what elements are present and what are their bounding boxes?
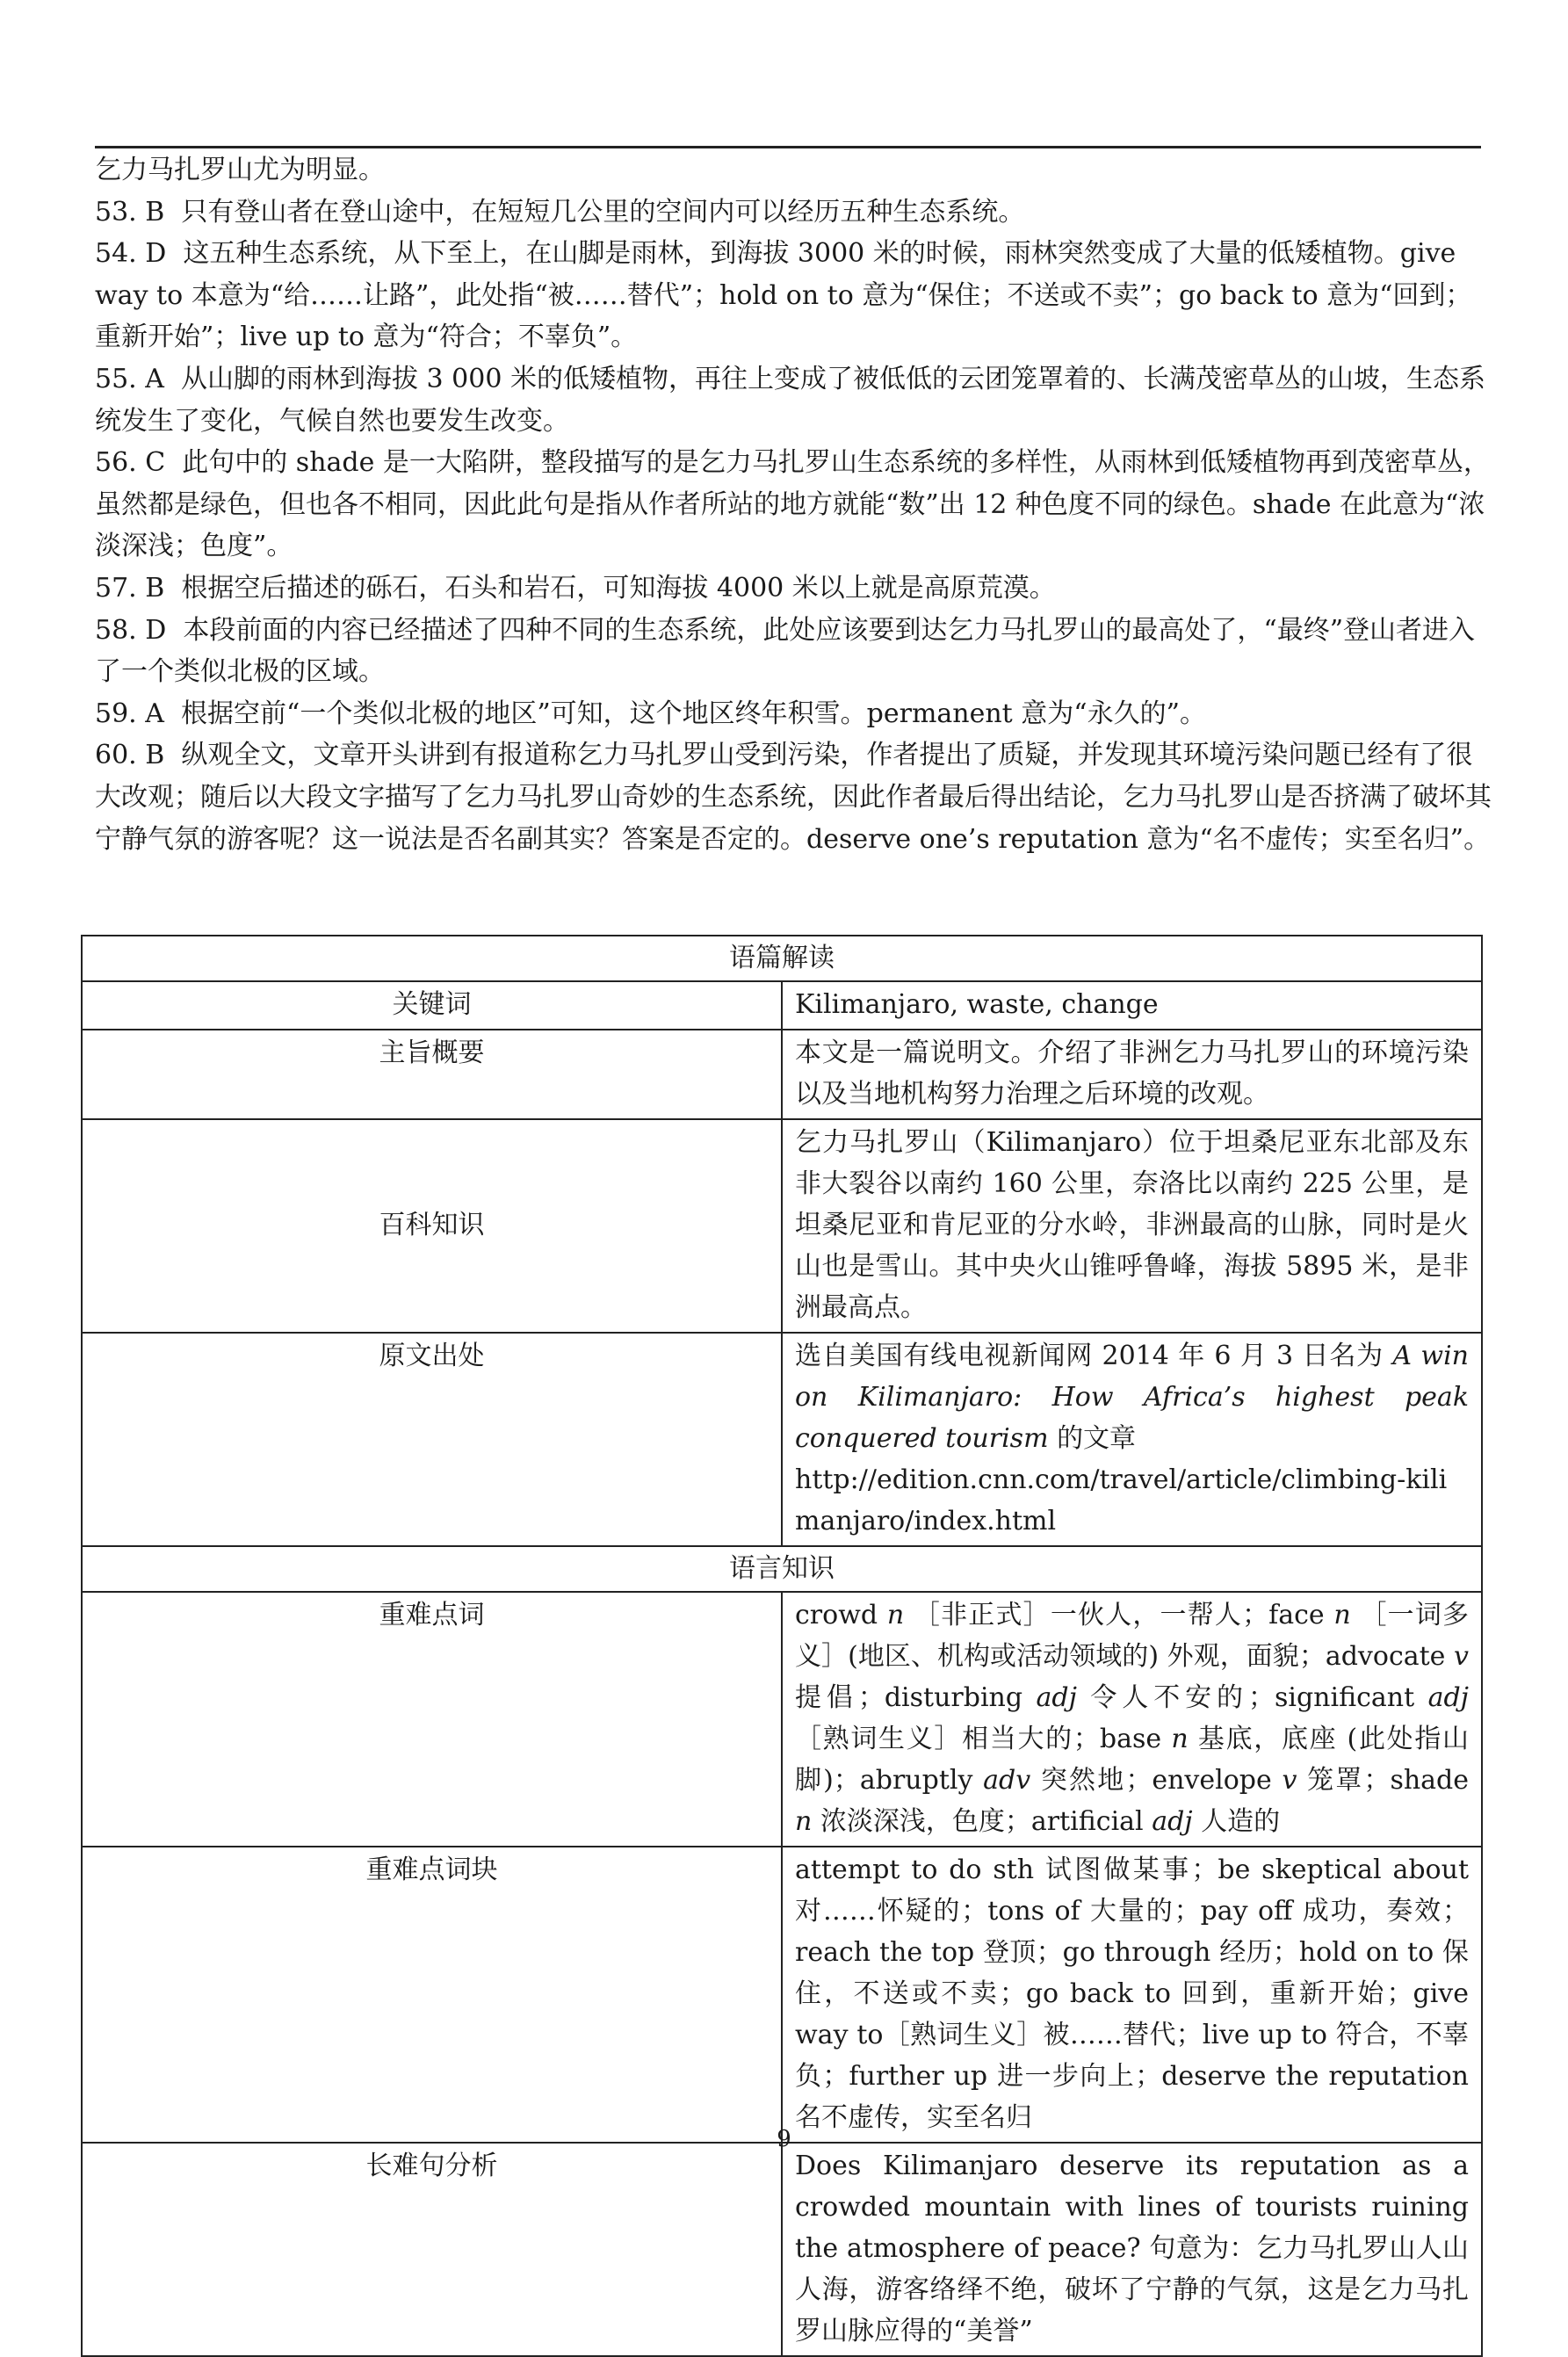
vocab-word: advocate [1325, 1641, 1446, 1672]
vocab-word: base [1099, 1724, 1162, 1754]
explanation-58: 58. D 本段前面的内容已经描述了四种不同的生态系统，此处应该要到达乞力马扎罗山的最高处了，“最终”登山者进入了一个类似北极的区域。 [95, 614, 1476, 688]
vocab-word: artificial [1030, 1806, 1144, 1837]
explanation-55: 55. A 从山脚的雨林到海拔 3 000 米的低矮植物，再往上变成了被低低的云团笼罩着的、长满茂密草丛的山坡，生态系统发生了变化，气候自然也要发生改变。 [95, 363, 1485, 437]
vocab-entry [1152, 1765, 1390, 1796]
vocab-entry [885, 1682, 1275, 1713]
vocab-definition: 令人不安的； [1090, 1682, 1275, 1713]
answer-explanations [95, 149, 1492, 860]
keywords-label: 关键词 [82, 981, 782, 1030]
vocab-entry [1031, 1806, 1280, 1837]
vocab-word: crowd [795, 1600, 878, 1630]
vocab-pos: adj [1036, 1682, 1077, 1713]
vocab-definition: 提倡； [795, 1682, 885, 1713]
summary-value: 本文是一篇说明文。介绍了非洲乞力马扎罗山的环境污染以及当地机构努力治理之后环境的改观。 [782, 1030, 1482, 1119]
explanation-line: 乞力马扎罗山尤为明显。 [95, 155, 385, 185]
encyclopedia-value: 乞力马扎罗山（Kilimanjaro）位于坦桑尼亚东北部及东非大裂谷以南约 160 公里，奈洛比以南约 225 公里，是坦桑尼亚和肯尼亚的分水岭，非洲最高的山脉，同时是火山也是雪山。其中央火山锥呼鲁峰，海拔 5895 米，是非洲最高点。 [782, 1119, 1482, 1333]
sentence-analysis-label: 长难句分析 [82, 2143, 782, 2356]
vocab-definition: ［熟词生义］相当大的； [795, 1724, 1100, 1754]
source-url: http://edition.cnn.com/travel/article/climbing-kilimanjaro/index.html [795, 1464, 1448, 1536]
vocab-word: abruptly [859, 1765, 973, 1796]
encyclopedia-label: 百科知识 [82, 1119, 782, 1333]
source-title: A win on Kilimanjaro: How Africa’s highest peak conquered tourism [795, 1341, 1470, 1454]
page-number: 9 [777, 2126, 791, 2152]
vocab-entry [860, 1765, 1152, 1796]
vocab-definition: 人造的 [1201, 1806, 1281, 1837]
source-prefix: 选自美国有线电视新闻网 2014 年 6 月 3 日名为 [795, 1341, 1384, 1371]
vocab-word: envelope [1152, 1765, 1272, 1796]
vocab-word: shade [1390, 1765, 1469, 1796]
source-suffix: 的文章 [1057, 1423, 1137, 1454]
vocab-definition: ［一词多义］(地区、机构或活动领域的) 外观，面貌； [795, 1600, 1470, 1672]
source-label: 原文出处 [82, 1333, 782, 1546]
keywords-value: Kilimanjaro, waste, change [782, 981, 1482, 1030]
phrases-value: attempt to do sth 试图做某事；be skeptical about 对……怀疑的；tons of 大量的；pay off 成功，奏效；reach the top 登顶；go through 经历；hold on to 保住，不送或不卖；go back to 回到，重新开始；give way to［熟词生义］被……替代；live up to 符合，不辜负；further up 进一步向上；deserve the reputation 名不虚传，实至名归 [782, 1847, 1482, 2143]
vocab-pos: n [1171, 1724, 1189, 1754]
explanation-60: 60. B 纵观全文，文章开头讲到有报道称乞力马扎罗山受到污染，作者提出了质疑，并发现其环境污染问题已经有了很大改观；随后以大段文字描写了乞力马扎罗山奇妙的生态系统，因此作者最后得出结论，乞力马扎罗山是否挤满了破坏其宁静气氛的游客呢？这一说法是否名副其实？答案是否定的。deserve one’s reputation 意为“名不虚传；实至名归”。 [95, 740, 1492, 855]
sentence-analysis-value: Does Kilimanjaro deserve its reputation as a crowded mountain with lines of tourists ruining the atmosphere of peace? 句意为：乞力马扎罗山人山人海，游客络绎不绝，破坏了宁静的气氛，这是乞力马扎罗山脉应得的“美誉” [782, 2143, 1482, 2356]
vocab-value [782, 1592, 1482, 1847]
vocab-label: 重难点词 [82, 1592, 782, 1847]
vocab-pos: v [1454, 1641, 1469, 1672]
vocab-pos: n [886, 1600, 905, 1630]
summary-label: 主旨概要 [82, 1030, 782, 1119]
vocab-definition: 笼罩； [1307, 1765, 1391, 1796]
vocab-entry [795, 1600, 1268, 1630]
section-heading-language-knowledge: 语言知识 [82, 1546, 1482, 1592]
vocab-pos: adv [983, 1765, 1031, 1796]
explanation-53: 53. B 只有登山者在登山途中，在短短几公里的空间内可以经历五种生态系统。 [95, 196, 1025, 228]
vocab-word: significant [1274, 1682, 1415, 1713]
explanation-57: 57. B 根据空后描述的砾石，石头和岩石，可知海拔 4000 米以上就是高原荒漠。 [95, 572, 1056, 604]
vocab-definition: 浓淡深浅，色度； [820, 1806, 1031, 1837]
vocab-pos: adj [1152, 1806, 1193, 1837]
vocab-pos: adj [1427, 1682, 1469, 1713]
vocab-definition: 突然地； [1040, 1765, 1153, 1796]
vocab-definition: ［非正式］一伙人，一帮人； [913, 1600, 1269, 1630]
vocab-pos: n [1333, 1600, 1351, 1630]
section-heading-text-reading: 语篇解读 [82, 936, 1482, 981]
phrases-label: 重难点词块 [82, 1847, 782, 2143]
explanation-54: 54. D 这五种生态系统，从下至上，在山脚是雨林，到海拔 3000 米的时候，雨林突然变成了大量的低矮植物。give way to 本意为“给……让路”，此处指“被……替代”；hold on to 意为“保住；不送或不卖”；go back to 意为“回到；重新开始”；live up to 意为“符合；不辜负”。 [95, 238, 1472, 353]
source-value [782, 1333, 1482, 1546]
vocab-pos: n [795, 1806, 813, 1837]
explanation-56: 56. C 此句中的 shade 是一大陷阱，整段描写的是乞力马扎罗山生态系统的多样性，从雨林到低矮植物再到茂密草丛，虽然都是绿色，但也各不相同，因此此句是指从作者所站的地方就能“数”出 12 种色度不同的绿色。shade 在此意为“浓淡深浅；色度”。 [95, 447, 1490, 562]
header-rule [95, 146, 1481, 148]
explanation-59: 59. A 根据空前“一个类似北极的地区”可知，这个地区终年积雪。permanent 意为“永久的”。 [95, 698, 1206, 729]
vocab-pos: v [1282, 1765, 1297, 1796]
vocab-definition: 基底，底座 (此处指山脚)； [795, 1724, 1469, 1796]
vocab-word: disturbing [884, 1682, 1023, 1713]
vocab-list [795, 1600, 1469, 1837]
vocab-word: face [1268, 1600, 1325, 1630]
